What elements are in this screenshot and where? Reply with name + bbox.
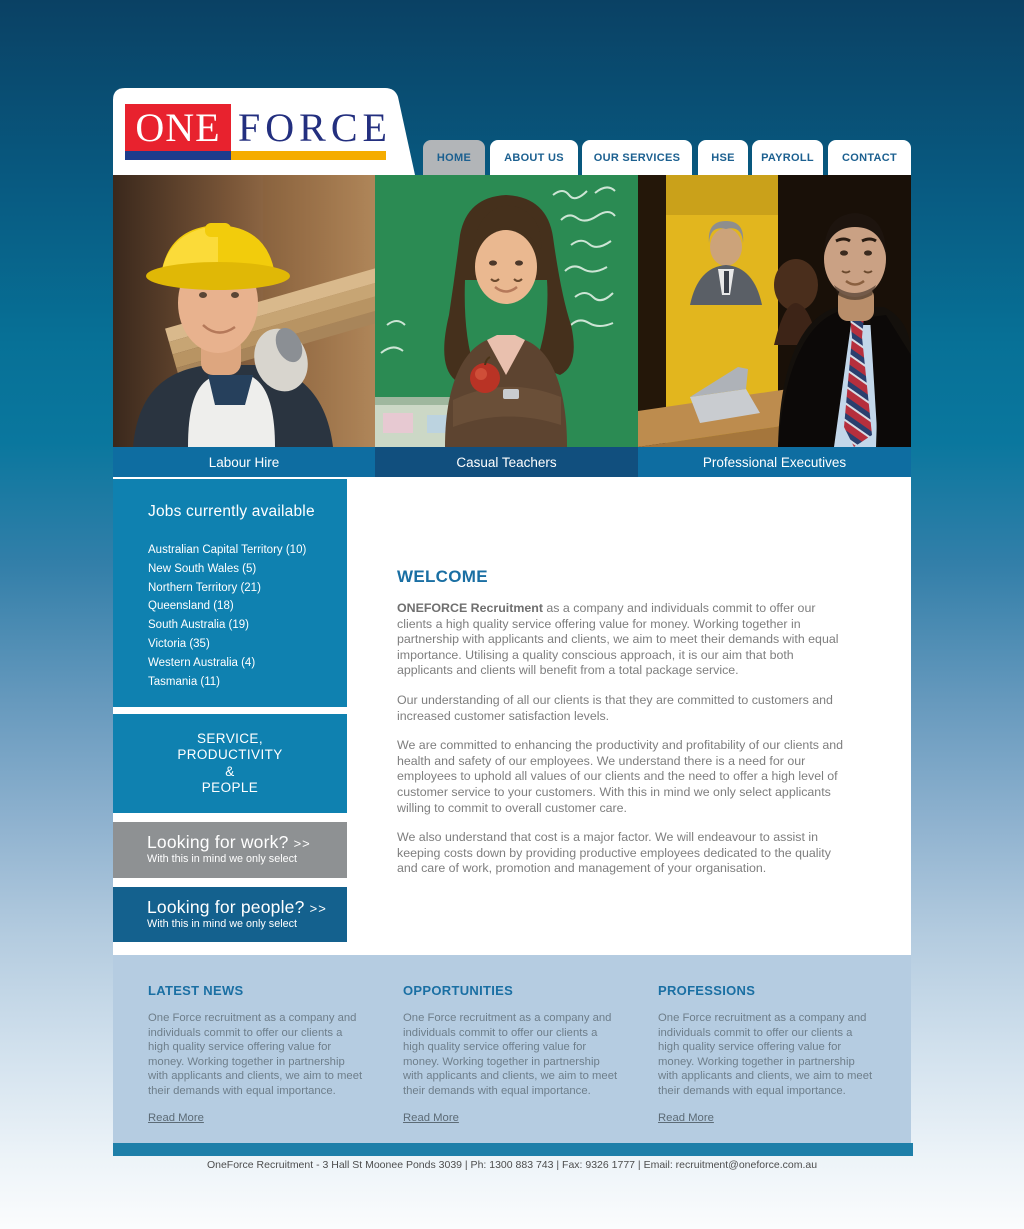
jobs-box-title: Jobs currently available [148, 503, 315, 520]
welcome-section [397, 477, 849, 877]
opportunities-body: One Force recruitment as a company and individuals commit to offer our clients a high quality service offering value for money. Working together in partnership with applicants and clients, we aim to meet their demands with equal importance. [403, 1012, 618, 1097]
jobs-list [148, 541, 347, 691]
nav-tab-our-services[interactable]: OUR SERVICES [582, 140, 692, 175]
footer-contact-info: OneForce Recruitment - 3 Hall St Moonee Ponds 3039 | Ph: 1300 883 743 | Fax: 9326 1777 | Email: recruitment@oneforce.com.au [206, 1159, 818, 1171]
nav-tab-home[interactable]: HOME [423, 140, 485, 175]
caption-labour-hire[interactable]: Labour Hire [113, 447, 375, 477]
welcome-paragraph-4: We also understand that cost is a major factor. We will endeavour to assist in keeping costs down by providing productive employees dedicated to the quality and care of work, promotion and management of your organisation. [397, 830, 831, 876]
jobs-list-item-vic[interactable]: Victoria (35) [148, 637, 210, 650]
latest-news-read-more-link[interactable]: Read More [148, 1111, 204, 1124]
page-title: WELCOME [397, 567, 488, 586]
promo-line: PEOPLE [201, 780, 259, 795]
jobs-list-item-sa[interactable]: South Australia (19) [148, 619, 250, 632]
jobs-list-item-qld[interactable]: Queensland (18) [148, 600, 234, 613]
professions-body: One Force recruitment as a company and individuals commit to offer our clients a high quality service offering value for money. Working together in partnership with applicants and clients, we aim to meet their demands with equal importance. [658, 1012, 873, 1097]
bottom-panel [113, 955, 911, 1143]
welcome-paragraph-3: We are committed to enhancing the productivity and profitability of our clients and health and safety of our employees. We understand there is a need for our employees to uphold all values of our clients and the need to offer a high level of customer service to your customers. With this in mind we only select applicants willing to commit to overall customer care. [397, 738, 844, 815]
latest-news-column [148, 955, 366, 1126]
hero-banner [113, 175, 911, 447]
opportunities-title: OPPORTUNITIES [403, 983, 514, 998]
jobs-list-item-nsw[interactable]: New South Wales (5) [148, 562, 257, 575]
nav-tab-payroll[interactable]: PAYROLL [752, 140, 823, 175]
jobs-available-box [113, 479, 347, 707]
professions-read-more-link[interactable]: Read More [658, 1111, 714, 1124]
main-nav [0, 140, 1024, 175]
caption-casual-teachers[interactable]: Casual Teachers [375, 447, 638, 477]
looking-for-work-button[interactable] [113, 822, 347, 878]
latest-news-title: LATEST NEWS [148, 983, 244, 998]
service-productivity-people-box [113, 714, 347, 813]
welcome-paragraph-1-text: as a company and individuals commit to offer our clients a high quality service offering value for money. Working together in partnership with applicants and clients, we aim to meet their demands with equal importance. Utilising a quality conscious approach, it is our aim that both applicants and clients will benefit from a total package service. [397, 601, 839, 678]
promo-line: SERVICE, [197, 730, 263, 746]
logo-force-text: FORCE [238, 104, 392, 150]
looking-for-people-subtitle: With this in mind we only select [147, 918, 298, 930]
jobs-list-item-tas[interactable]: Tasmania (11) [148, 675, 221, 688]
jobs-list-item-act[interactable]: Australian Capital Territory (10) [148, 544, 307, 556]
casual-teachers-photo [375, 175, 638, 447]
nav-tab-hse[interactable]: HSE [698, 140, 748, 175]
professions-column [658, 955, 876, 1126]
welcome-paragraph-1 [397, 601, 849, 679]
logo-one-text: ONE [135, 104, 221, 150]
opportunities-read-more-link[interactable]: Read More [403, 1111, 459, 1124]
looking-for-work-subtitle: With this in mind we only select [147, 853, 298, 865]
looking-for-work-label: Looking for work? [147, 832, 289, 852]
professional-executives-photo [638, 175, 911, 447]
chevron-right-icon: >> [293, 836, 311, 851]
latest-news-body: One Force recruitment as a company and individuals commit to offer our clients a high quality service offering value for money. Working together in partnership with applicants and clients, we aim to meet their demands with equal importance. [148, 1012, 363, 1097]
jobs-list-item-wa[interactable]: Western Australia (4) [148, 656, 256, 669]
nav-tab-contact[interactable]: CONTACT [828, 140, 911, 175]
footer-divider-bar [113, 1143, 913, 1156]
labour-hire-photo [113, 175, 375, 447]
looking-for-people-button[interactable] [113, 887, 347, 942]
opportunities-column [403, 955, 621, 1126]
caption-professional-executives[interactable]: Professional Executives [638, 447, 911, 477]
promo-line: & [225, 763, 235, 779]
chevron-right-icon: >> [309, 901, 327, 916]
professions-title: PROFESSIONS [658, 983, 756, 998]
hero-captions [113, 447, 911, 477]
promo-line: PRODUCTIVITY [177, 747, 283, 762]
welcome-paragraph-2: Our understanding of all our clients is that they are committed to customers and increased customer satisfaction levels. [397, 692, 833, 723]
looking-for-people-label: Looking for people? [147, 897, 305, 917]
nav-tab-about-us[interactable]: ABOUT US [490, 140, 578, 175]
jobs-list-item-nt[interactable]: Northern Territory (21) [148, 581, 261, 594]
company-name-bold: ONEFORCE Recruitment [397, 601, 543, 615]
